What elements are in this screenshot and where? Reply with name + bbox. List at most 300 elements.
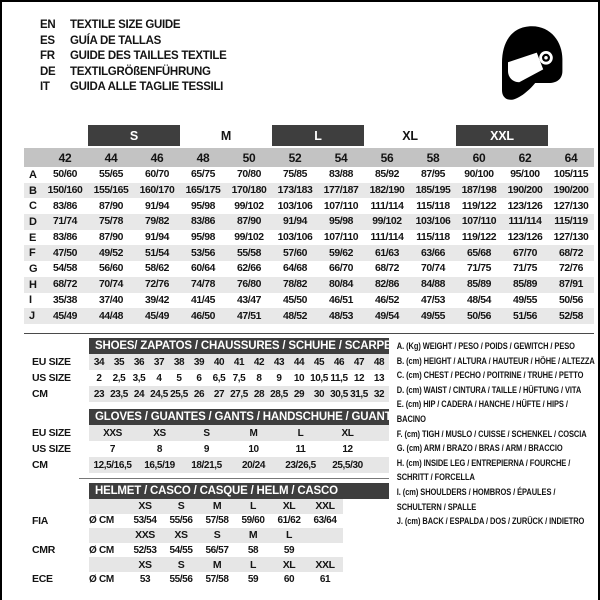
- measure-value: 63/66: [420, 247, 445, 259]
- measure-value: 67/70: [512, 247, 537, 259]
- measure-row-j: [24, 308, 594, 324]
- row-key: D: [29, 215, 37, 228]
- helmet-size: L: [249, 500, 256, 513]
- gloves-value: L: [297, 427, 304, 439]
- shoes-value: 28: [253, 388, 265, 400]
- measure-value: 48/53: [328, 310, 353, 322]
- measure-value: 50/56: [558, 294, 583, 306]
- shoes-value: 10: [293, 372, 305, 384]
- measure-value: 72/76: [558, 263, 583, 275]
- measure-row-a: [24, 167, 594, 183]
- measure-value: 62/66: [236, 263, 261, 275]
- gloves-value: XXS: [103, 427, 122, 439]
- shoes-value: 47: [353, 356, 365, 368]
- measure-value: 56/60: [98, 263, 123, 275]
- measure-value: 47/50: [52, 247, 77, 259]
- gloves-value: 20/24: [241, 459, 266, 471]
- shoes-value: 30: [313, 388, 325, 400]
- row-key: E: [29, 231, 37, 244]
- helmet-size: XS: [174, 529, 188, 542]
- legend-item-c: C. (cm) CHEST / PECHO / POITRINE / TRUHE / PETTO: [396, 370, 584, 382]
- row-key: C: [29, 200, 37, 213]
- gloves-table: [24, 409, 395, 473]
- measure-row-f: [24, 245, 594, 261]
- measure-value: 55/65: [98, 169, 123, 181]
- measure-value: 49/54: [374, 310, 399, 322]
- language-label: GUIDE DES TAILLES TEXTILE: [70, 50, 227, 62]
- shoes-value: 31,5: [350, 388, 368, 400]
- language-label: TEXTILE SIZE GUIDE: [70, 19, 181, 31]
- measure-value: 85/89: [466, 279, 491, 291]
- shoes-value: 40: [213, 356, 225, 368]
- measure-value: 76/80: [236, 279, 261, 291]
- legend-item-f: F. (cm) TIGH / MUSLO / CUISSE / SCHENKEL / COSCIA: [396, 428, 587, 440]
- measure-value: 57/60: [282, 247, 307, 259]
- measure-value: 173/183: [277, 185, 313, 197]
- measure-value: 91/94: [144, 200, 169, 212]
- language-code: FR: [40, 50, 55, 62]
- helmet-size-row-fia: [24, 499, 389, 514]
- accessory-tables: [24, 338, 395, 587]
- measure-value: 46/50: [190, 310, 215, 322]
- shoes-table-title: SHOES/ ZAPATOS / CHAUSSURES / SCHUHE / SCARPE: [89, 338, 389, 354]
- helmet-value: 59: [247, 573, 259, 585]
- legend-item-b: B. (cm) HEIGHT / ALTURA / HAUTEUR / HÖHE / ALTEZZA: [396, 355, 595, 367]
- size-column-54: 54: [334, 150, 348, 165]
- gloves-value: 23/26,5: [285, 459, 316, 471]
- size-group-l: L: [272, 125, 364, 146]
- legend-item-i: I. (cm) SHOULDERS / HOMBROS / ÉPAULES / SCHULTERN / SPALLE: [396, 486, 556, 513]
- shoes-table: [24, 338, 392, 402]
- measure-value: 45/49: [52, 310, 77, 322]
- measure-value: 103/106: [277, 200, 313, 212]
- size-column-62: 62: [518, 150, 532, 165]
- shoes-value: 43: [273, 356, 285, 368]
- measure-value: 68/72: [52, 279, 77, 291]
- measure-value: 123/126: [507, 200, 543, 212]
- measure-value: 99/102: [234, 200, 264, 212]
- measure-value: 79/82: [144, 216, 169, 228]
- size-group-xxl: XXL: [456, 125, 548, 146]
- measure-value: 68/72: [374, 263, 399, 275]
- size-column-44: 44: [104, 150, 118, 165]
- measure-value: 103/106: [415, 216, 451, 228]
- measure-value: 58/62: [144, 263, 169, 275]
- measure-value: 123/126: [507, 232, 543, 244]
- helmet-icon: [488, 18, 568, 108]
- col-42-spacer: [42, 125, 88, 146]
- measure-row-e: [24, 230, 594, 246]
- measure-value: 127/130: [553, 200, 589, 212]
- measure-value: 66/70: [328, 263, 353, 275]
- helmet-size: S: [177, 558, 185, 571]
- shoes-value: 23: [93, 388, 105, 400]
- measure-value: 71/74: [52, 216, 77, 228]
- gloves-value: 10: [248, 443, 259, 455]
- shoes-table-body: [24, 354, 389, 402]
- helmet-value: 60: [283, 573, 295, 585]
- row-key: G: [29, 262, 38, 275]
- measure-value: 165/175: [185, 185, 221, 197]
- size-column-58: 58: [426, 150, 440, 165]
- measure-value: 74/78: [190, 279, 215, 291]
- size-number-row: [24, 148, 594, 167]
- measure-value: 95/100: [510, 169, 540, 181]
- gloves-value: XS: [153, 427, 166, 439]
- helmet-value: 53/54: [133, 515, 157, 527]
- helmet-value-row-fia: [24, 514, 389, 529]
- gloves-value: XL: [341, 427, 354, 439]
- measure-value: 95/98: [328, 216, 353, 228]
- legend-item-h: H. (cm) INSIDE LEG / ENTREPIERNA / FOURCHE / SCHRITT / FORCELLA: [396, 457, 571, 484]
- language-label: GUIDA ALLE TAGLIE TESSILI: [70, 81, 224, 93]
- shoes-value: 2: [96, 372, 102, 384]
- measure-value: 78/82: [282, 279, 307, 291]
- corner-spacer: [24, 125, 42, 146]
- helmet-size: XL: [282, 558, 296, 571]
- col-64-spacer: [548, 125, 594, 146]
- legend-item-e: E. (cm) HIP / CADERA / HANCHE / HÜFTE / HIPS / BACINO: [396, 399, 568, 425]
- measure-value: 75/85: [282, 169, 307, 181]
- measure-value: 45/49: [144, 310, 169, 322]
- language-code: EN: [40, 19, 56, 31]
- helmet-table: [24, 483, 389, 587]
- size-group-m: M: [220, 128, 232, 143]
- gloves-table-title: GLOVES / GUANTES / GANTS / HANDSCHUHE / GUANTI: [89, 409, 389, 425]
- gloves-table-body: [24, 425, 389, 473]
- helmet-size: L: [285, 529, 292, 542]
- spacer: [89, 557, 127, 572]
- measure-value: 95/98: [190, 200, 215, 212]
- size-column-46: 46: [150, 150, 164, 165]
- spacer: [89, 528, 127, 543]
- measure-value: 51/54: [144, 247, 169, 259]
- measure-value: 119/122: [461, 200, 497, 212]
- helmet-value: 55/56: [169, 573, 193, 585]
- measure-value: 75/78: [98, 216, 123, 228]
- measure-value: 160/170: [139, 185, 175, 197]
- size-group-s: S: [88, 125, 180, 146]
- shoes-value: 46: [333, 356, 345, 368]
- measure-row-b: [24, 183, 594, 199]
- shoes-value: 35: [113, 356, 125, 368]
- measure-value: 150/160: [47, 185, 83, 197]
- measure-value: 91/94: [144, 232, 169, 244]
- shoes-value: 7,5: [232, 372, 246, 384]
- spacer: [24, 402, 389, 409]
- shoes-value: 37: [153, 356, 165, 368]
- shoes-value: 27,5: [230, 388, 248, 400]
- language-code: ES: [40, 34, 55, 47]
- measure-value: 41/45: [190, 294, 215, 306]
- bottom-section: [24, 333, 594, 587]
- measure-value: 52/58: [558, 310, 583, 322]
- shoes-value: 44: [293, 356, 305, 368]
- measure-value: 85/89: [512, 279, 537, 291]
- helmet-value: 58: [247, 544, 259, 556]
- shoes-value: 10,5: [310, 372, 328, 384]
- row-key: F: [29, 247, 36, 260]
- helmet-value: 52/53: [133, 544, 157, 556]
- helmet-value: 59: [283, 544, 295, 556]
- helmet-value: 61/62: [277, 515, 301, 527]
- shoes-value: 30,5: [330, 388, 348, 400]
- measure-value: 49/55: [420, 310, 445, 322]
- helmet-table-body: [24, 499, 389, 587]
- measure-row-h: [24, 277, 594, 293]
- language-row: [40, 49, 227, 65]
- gloves-value: 16,5/19: [144, 459, 175, 471]
- helmet-standard: ECE: [32, 573, 53, 586]
- helmet-unit: Ø CM: [89, 573, 114, 585]
- shoes-value: 12: [353, 372, 365, 384]
- shoes-row-2: [24, 386, 389, 402]
- helmet-size: XS: [138, 500, 152, 513]
- shoes-value: 34: [93, 356, 105, 368]
- gloves-value: 12: [342, 443, 353, 455]
- language-row: [40, 18, 227, 34]
- measure-row-i: [24, 293, 594, 309]
- gloves-row-0: [24, 425, 389, 441]
- measure-value: 103/106: [277, 232, 313, 244]
- helmet-size: M: [212, 558, 222, 571]
- shoes-value: 45: [313, 356, 325, 368]
- spacer: [89, 499, 127, 514]
- measure-value: 190/200: [507, 185, 543, 197]
- gloves-value: M: [249, 427, 258, 439]
- measure-value: 47/53: [420, 294, 445, 306]
- helmet-value: 53: [139, 573, 151, 585]
- gloves-value: 11: [295, 443, 306, 455]
- helmet-size: XXL: [315, 558, 335, 571]
- shoes-value: 39: [193, 356, 205, 368]
- measure-value: 48/54: [466, 294, 491, 306]
- measure-value: 60/64: [190, 263, 215, 275]
- helmet-size: S: [177, 500, 185, 513]
- measure-value: 111/114: [370, 232, 404, 244]
- helmet-size: M: [248, 529, 258, 542]
- shoes-value: 2,5: [112, 372, 126, 384]
- helmet-size: XS: [138, 558, 152, 571]
- measure-value: 82/86: [374, 279, 399, 291]
- helmet-standard: FIA: [32, 514, 49, 527]
- shoes-value: 38: [173, 356, 185, 368]
- size-column-56: 56: [380, 150, 394, 165]
- shoes-value: 11,5: [330, 372, 348, 384]
- measure-value: 99/102: [372, 216, 402, 228]
- helmet-value: 56/57: [205, 544, 229, 556]
- helmet-value: 57/58: [205, 515, 229, 527]
- helmet-unit: Ø CM: [89, 515, 114, 527]
- measure-value: 95/98: [190, 232, 215, 244]
- measure-value: 50/60: [52, 169, 77, 181]
- measure-value: 115/118: [416, 200, 450, 212]
- measure-value: 84/88: [420, 279, 445, 291]
- shoes-value: 24: [133, 388, 145, 400]
- helmet-value: 61: [319, 573, 331, 585]
- shoes-value: 29: [293, 388, 305, 400]
- shoes-value: 6,5: [212, 372, 226, 384]
- helmet-value: 63/64: [313, 515, 337, 527]
- measure-value: 71/75: [512, 263, 537, 275]
- helmet-value: 57/58: [205, 573, 229, 585]
- helmet-size: [307, 528, 343, 543]
- measure-value: 115/119: [554, 216, 588, 228]
- gloves-value: S: [203, 427, 210, 439]
- measure-value: 48/52: [282, 310, 307, 322]
- helmet-value: 55/56: [169, 515, 193, 527]
- shoes-row-label: CM: [32, 388, 48, 400]
- measure-value: 111/114: [370, 200, 404, 212]
- language-code: IT: [40, 81, 50, 93]
- size-group-xl: XL: [402, 128, 418, 143]
- spacer: [24, 528, 89, 543]
- gloves-value: 12,5/16,5: [93, 459, 132, 471]
- measure-value: 53/56: [190, 247, 215, 259]
- size-column-50: 50: [242, 150, 256, 165]
- shoes-value: 36: [133, 356, 145, 368]
- row-key: I: [29, 294, 33, 307]
- helmet-size: L: [249, 558, 256, 571]
- language-list: [40, 18, 227, 96]
- helmet-standard: CMR: [32, 544, 56, 557]
- shoes-value: 4: [156, 372, 162, 384]
- measure-value: 105/115: [553, 169, 589, 181]
- measure-value: 83/86: [52, 200, 77, 212]
- shoes-value: 8: [256, 372, 262, 384]
- measure-value: 83/86: [190, 216, 215, 228]
- legend-item-j: J. (cm) BACK / ESPALDA / DOS / ZURÜCK / INDIETRO: [396, 516, 585, 528]
- spacer: [24, 499, 89, 514]
- measure-value: 72/76: [144, 279, 169, 291]
- size-column-42: 42: [58, 150, 72, 165]
- helmet-size: XL: [282, 500, 296, 513]
- helmet-table-title: HELMET / CASCO / CASQUE / HELM / CASCO: [89, 483, 389, 499]
- shoes-row-0: [24, 354, 389, 370]
- legend-item-d: D. (cm) WAIST / CINTURA / TAILLE / HÜFTUNG / VITA: [396, 384, 582, 396]
- shoes-value: 27: [213, 388, 225, 400]
- measure-value: 68/72: [558, 247, 583, 259]
- gloves-row-2: [24, 457, 389, 473]
- shoes-value: 25,5: [170, 388, 188, 400]
- measure-value: 190/200: [553, 185, 589, 197]
- measure-value: 70/74: [420, 263, 445, 275]
- helmet-value-row-ece: [24, 572, 389, 587]
- helmet-size-row-ece: [24, 557, 389, 572]
- measure-value: 127/130: [553, 232, 589, 244]
- measure-row-d: [24, 214, 594, 230]
- measure-value: 70/74: [98, 279, 123, 291]
- size-column-60: 60: [472, 150, 486, 165]
- divider: [79, 478, 389, 479]
- gloves-row-label: CM: [32, 459, 48, 471]
- measure-value: 65/75: [190, 169, 215, 181]
- size-group-row: [24, 125, 594, 146]
- measure-value: 83/88: [328, 169, 353, 181]
- measure-value: 47/51: [236, 310, 261, 322]
- measure-value: 187/198: [461, 185, 497, 197]
- shoes-value: 32: [373, 388, 385, 400]
- shoes-row-1: [24, 370, 389, 386]
- measure-value: 119/122: [461, 232, 497, 244]
- row-key: J: [29, 310, 36, 323]
- measure-value: 45/50: [282, 294, 307, 306]
- measure-value: 64/68: [282, 263, 307, 275]
- shoes-value: 26: [193, 388, 205, 400]
- row-key: B: [29, 184, 37, 197]
- measure-value: 46/52: [374, 294, 399, 306]
- legend-item-a: A. (Kg) WEIGHT / PESO / POIDS / GEWITCH / PESO: [396, 341, 575, 352]
- measure-value: 44/48: [98, 310, 123, 322]
- measure-value: 80/84: [328, 279, 353, 291]
- language-label: TEXTILGRÖßENFÜHRUNG: [70, 65, 211, 78]
- measure-value: 185/195: [415, 185, 451, 197]
- measure-value: 87/90: [236, 216, 261, 228]
- measure-value: 90/100: [464, 169, 494, 181]
- measure-value: 107/110: [323, 200, 359, 212]
- measure-value: 182/190: [369, 185, 405, 197]
- measure-value: 99/102: [234, 232, 264, 244]
- gloves-value: 18/21,5: [191, 459, 222, 471]
- legend-item-g: G. (cm) ARM / BRAZO / BRAS / ARM / BRACCIO: [396, 443, 563, 455]
- measure-value: 65/68: [466, 247, 491, 259]
- measure-value: 85/92: [374, 169, 399, 181]
- measure-value: 111/114: [508, 216, 542, 228]
- measure-value: 49/55: [512, 294, 537, 306]
- helmet-value: 59/60: [241, 515, 265, 527]
- measure-value: 60/70: [144, 169, 169, 181]
- gloves-row-1: [24, 441, 389, 457]
- gloves-value: 8: [156, 443, 163, 455]
- shoes-value: 13: [373, 372, 385, 384]
- measure-value: 39/42: [144, 294, 169, 306]
- helmet-value: 54/55: [169, 544, 193, 556]
- size-column-48: 48: [196, 150, 210, 165]
- helmet-size: M: [212, 500, 222, 513]
- spacer: [24, 557, 89, 572]
- size-column-64: 64: [564, 150, 578, 165]
- measure-value: 155/165: [93, 185, 129, 197]
- gloves-value: 9: [203, 443, 210, 455]
- row-key: H: [29, 278, 37, 291]
- measure-value: 83/86: [52, 232, 77, 244]
- shoes-value: 42: [253, 356, 265, 368]
- measure-value: 54/58: [52, 263, 77, 275]
- measure-value: 87/91: [558, 279, 583, 291]
- measure-value: 177/187: [323, 185, 359, 197]
- measure-row-g: [24, 261, 594, 277]
- row-key-header: [24, 148, 42, 167]
- measure-row-c: [24, 198, 594, 214]
- helmet-unit: Ø CM: [89, 544, 114, 556]
- measure-value: 61/63: [374, 247, 399, 259]
- shoes-value: 6: [196, 372, 202, 384]
- shoes-value: 41: [233, 356, 245, 368]
- shoes-value: 3,5: [132, 372, 146, 384]
- measure-value: 51/56: [512, 310, 537, 322]
- measure-value: 91/94: [282, 216, 307, 228]
- helmet-value-row-cmr: [24, 543, 389, 558]
- language-row: [40, 80, 227, 96]
- main-table-body: [24, 167, 594, 324]
- measure-value: 87/95: [420, 169, 445, 181]
- measure-value: 37/40: [98, 294, 123, 306]
- measure-value: 70/80: [236, 169, 261, 181]
- measure-value: 46/51: [328, 294, 353, 306]
- helmet-size-row-cmr: [24, 528, 389, 543]
- language-row: [40, 34, 227, 50]
- shoes-value: 9: [276, 372, 282, 384]
